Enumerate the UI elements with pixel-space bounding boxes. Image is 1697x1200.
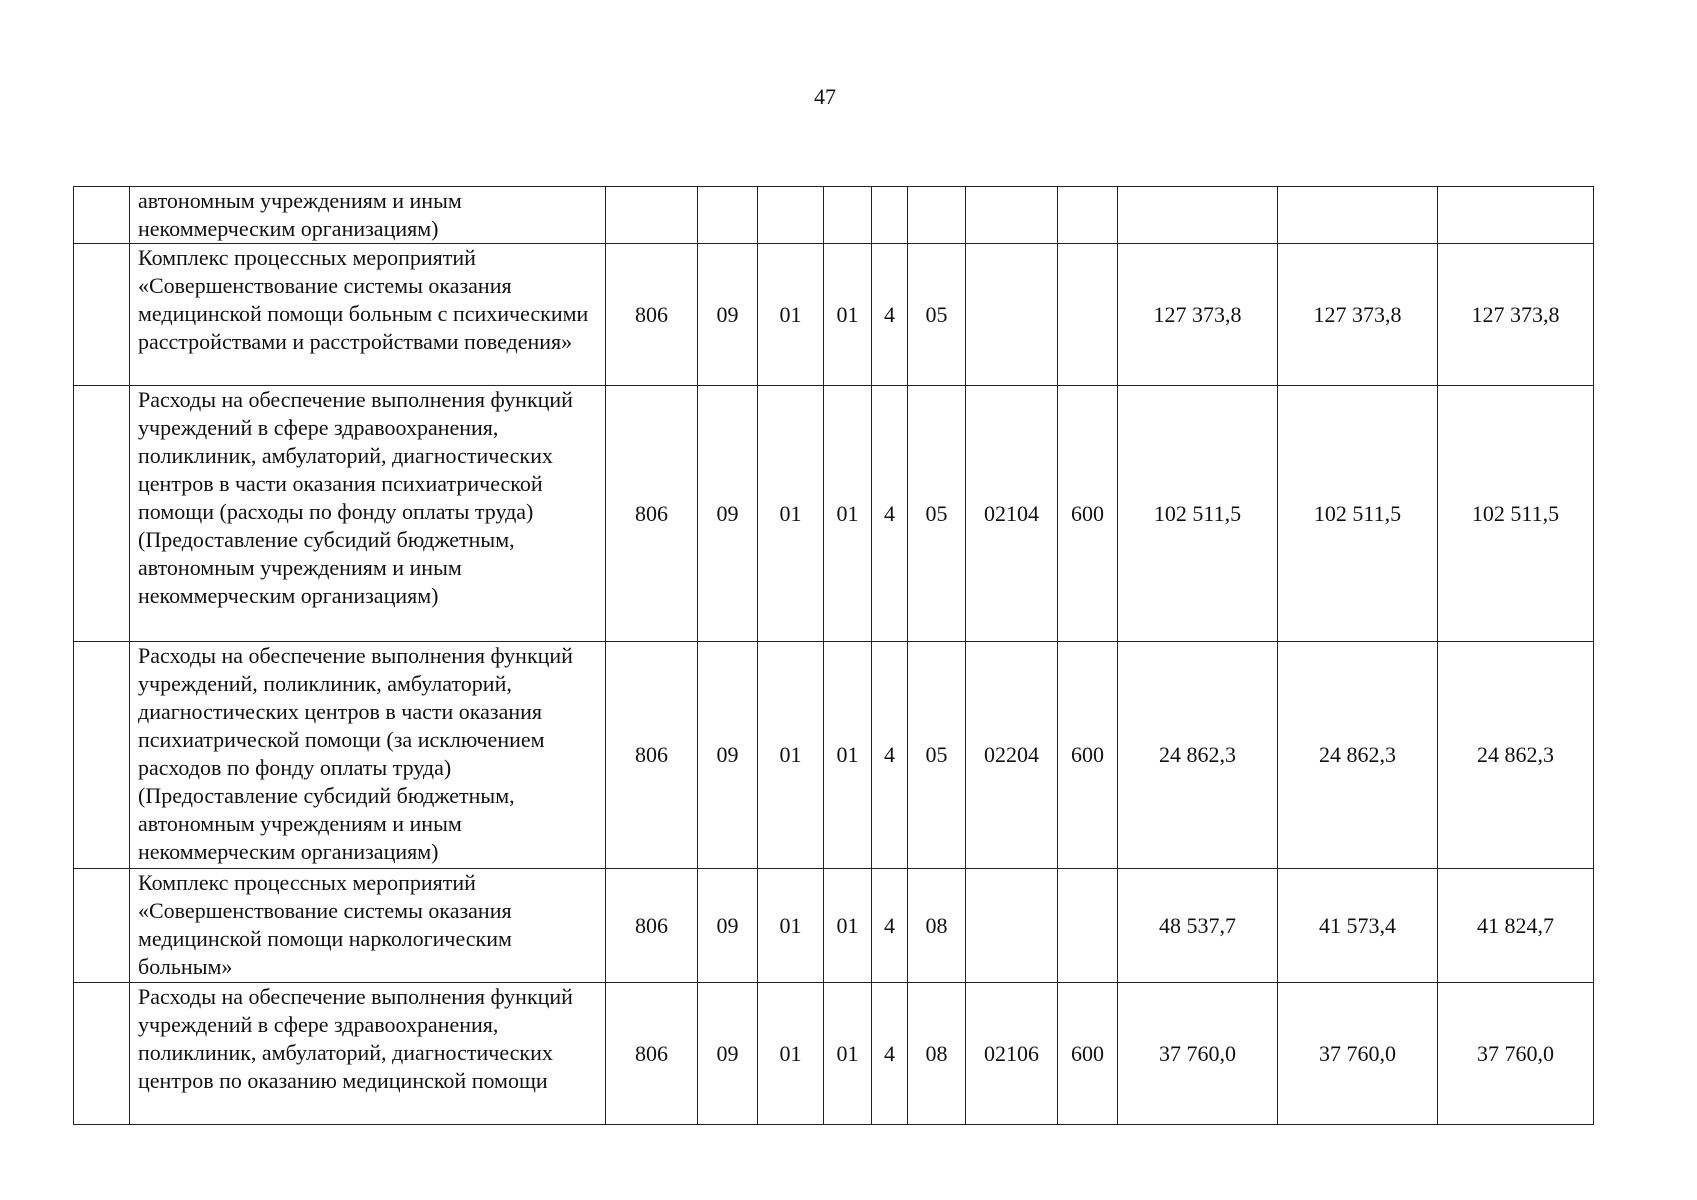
amount-year3-cell: 37 760,0 — [1438, 983, 1594, 1125]
table-row — [74, 983, 1594, 1125]
expense-type-cell: 600 — [1058, 983, 1118, 1125]
section-code-cell — [698, 187, 758, 244]
target-article-part2-cell — [872, 187, 908, 244]
amount-year1-cell — [1118, 187, 1278, 244]
ved-code-cell: 806 — [606, 244, 698, 386]
section-code-cell: 09 — [698, 244, 758, 386]
amount-year2-cell: 41 573,4 — [1278, 869, 1438, 983]
amount-year2-cell: 127 373,8 — [1278, 244, 1438, 386]
section-code-cell: 09 — [698, 983, 758, 1125]
amount-year3-cell — [1438, 187, 1594, 244]
target-article-part1-cell: 01 — [824, 869, 872, 983]
description-cell: Комплекс процессных мероприятий «Совершенствование системы оказания медицинской помощи наркологическим больным» — [130, 869, 606, 983]
amount-year1-cell: 37 760,0 — [1118, 983, 1278, 1125]
target-article-part1-cell: 01 — [824, 642, 872, 869]
expense-type-cell: 600 — [1058, 386, 1118, 642]
table-row — [74, 187, 1594, 244]
target-article-part1-cell: 01 — [824, 983, 872, 1125]
section-code-cell: 09 — [698, 642, 758, 869]
subsection-code-cell: 01 — [758, 386, 824, 642]
row-number-cell — [74, 386, 130, 642]
subsection-code-cell — [758, 187, 824, 244]
amount-year2-cell — [1278, 187, 1438, 244]
target-article-part1-cell — [824, 187, 872, 244]
amount-year2-cell: 102 511,5 — [1278, 386, 1438, 642]
description-cell: автономным учреждениям и иным некоммерческим организациям) — [130, 187, 606, 244]
section-code-cell: 09 — [698, 386, 758, 642]
description-cell: Расходы на обеспечение выполнения функций учреждений в сфере здравоохранения, поликлиник, амбулаторий, диагностических центров по оказанию медицинской помощи — [130, 983, 606, 1125]
subsection-code-cell: 01 — [758, 869, 824, 983]
description-cell: Расходы на обеспечение выполнения функций учреждений, поликлиник, амбулаторий, диагностических центров в части оказания психиатрической помощи (за исключением расходов по фонду оплаты труда) (Предоставление субсидий бюджетным, автономным учреждениям и иным некоммерческим организациям) — [130, 642, 606, 869]
table-row — [74, 386, 1594, 642]
page-number: 47 — [814, 84, 836, 109]
amount-year1-cell: 24 862,3 — [1118, 642, 1278, 869]
budget-table — [73, 186, 1594, 1125]
row-number-cell — [74, 983, 130, 1125]
amount-year3-cell: 41 824,7 — [1438, 869, 1594, 983]
row-number-cell — [74, 187, 130, 244]
subsection-code-cell: 01 — [758, 244, 824, 386]
amount-year3-cell: 102 511,5 — [1438, 386, 1594, 642]
subsection-code-cell: 01 — [758, 642, 824, 869]
target-article-part4-cell — [966, 869, 1058, 983]
target-article-part1-cell: 01 — [824, 386, 872, 642]
ved-code-cell — [606, 187, 698, 244]
target-article-part2-cell: 4 — [872, 983, 908, 1125]
target-article-part4-cell — [966, 187, 1058, 244]
target-article-part3-cell: 08 — [908, 869, 966, 983]
section-code-cell: 09 — [698, 869, 758, 983]
expense-type-cell — [1058, 244, 1118, 386]
subsection-code-cell: 01 — [758, 983, 824, 1125]
description-cell: Комплекс процессных мероприятий «Совершенствование системы оказания медицинской помощи больным с психическими расстройствами и расстройствами поведения» — [130, 244, 606, 386]
ved-code-cell: 806 — [606, 386, 698, 642]
target-article-part4-cell: 02104 — [966, 386, 1058, 642]
target-article-part2-cell: 4 — [872, 386, 908, 642]
target-article-part4-cell: 02106 — [966, 983, 1058, 1125]
amount-year1-cell: 102 511,5 — [1118, 386, 1278, 642]
description-cell: Расходы на обеспечение выполнения функций учреждений в сфере здравоохранения, поликлиник, амбулаторий, диагностических центров в части оказания психиатрической помощи (расходы по фонду оплаты труда) (Предоставление субсидий бюджетным, автономным учреждениям и иным некоммерческим организациям) — [130, 386, 606, 642]
table-row — [74, 642, 1594, 869]
amount-year3-cell: 127 373,8 — [1438, 244, 1594, 386]
target-article-part4-cell: 02204 — [966, 642, 1058, 869]
target-article-part2-cell: 4 — [872, 244, 908, 386]
expense-type-cell — [1058, 187, 1118, 244]
amount-year2-cell: 24 862,3 — [1278, 642, 1438, 869]
target-article-part3-cell: 05 — [908, 642, 966, 869]
table-row — [74, 244, 1594, 386]
ved-code-cell: 806 — [606, 983, 698, 1125]
ved-code-cell: 806 — [606, 869, 698, 983]
target-article-part1-cell: 01 — [824, 244, 872, 386]
target-article-part3-cell: 05 — [908, 386, 966, 642]
target-article-part3-cell: 05 — [908, 244, 966, 386]
target-article-part2-cell: 4 — [872, 642, 908, 869]
row-number-cell — [74, 642, 130, 869]
target-article-part3-cell — [908, 187, 966, 244]
amount-year3-cell: 24 862,3 — [1438, 642, 1594, 869]
expense-type-cell: 600 — [1058, 642, 1118, 869]
target-article-part2-cell: 4 — [872, 869, 908, 983]
amount-year1-cell: 48 537,7 — [1118, 869, 1278, 983]
target-article-part3-cell: 08 — [908, 983, 966, 1125]
expense-type-cell — [1058, 869, 1118, 983]
amount-year2-cell: 37 760,0 — [1278, 983, 1438, 1125]
row-number-cell — [74, 869, 130, 983]
table-row — [74, 869, 1594, 983]
amount-year1-cell: 127 373,8 — [1118, 244, 1278, 386]
ved-code-cell: 806 — [606, 642, 698, 869]
target-article-part4-cell — [966, 244, 1058, 386]
row-number-cell — [74, 244, 130, 386]
